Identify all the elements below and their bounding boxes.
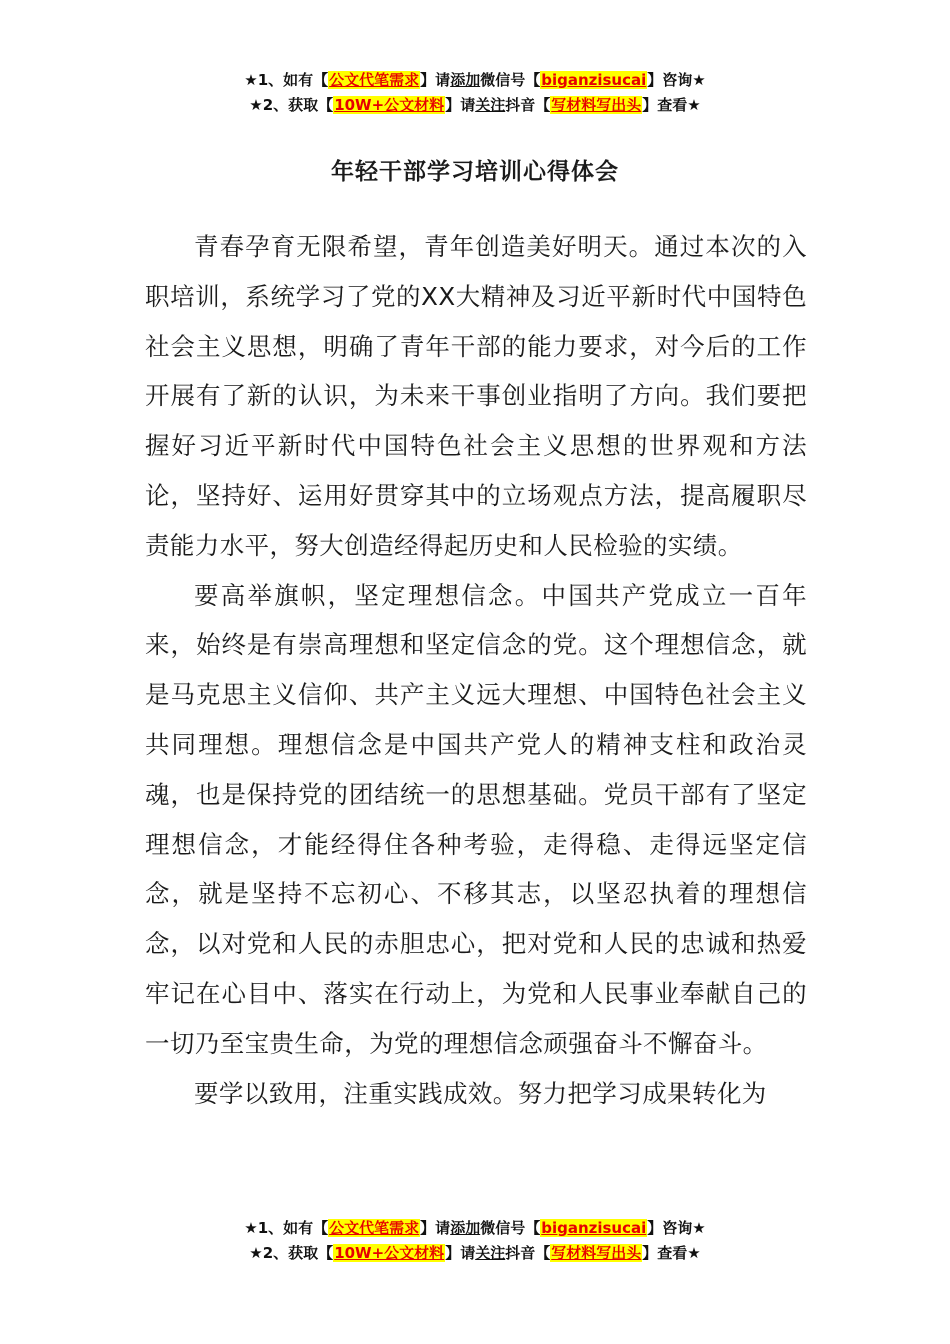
banner-text: 微信号【	[480, 71, 541, 89]
paragraph: 要高举旗帜，坚定理想信念。中国共产党成立一百年来，始终是有崇高理想和坚定信念的党。这个理想信念，就是马克思主义信仰、共产主义远大理想、中国特色社会主义共同理想。理想信念是中国共产党人的精神支柱和政治灵魂，也是保持党的团结统一的思想基础。党员干部有了坚定理想信念，才能经得住各种考验，走得稳、走得远坚定信念，就是坚持不忘初心、不移其志，以坚忍执着的理想信念，以对党和人民的赤胆忠心，把对党和人民的忠诚和热爱牢记在心目中、落实在行动上，为党和人民事业奉献自己的一切乃至宝贵生命，为党的理想信念顽强奋斗不懈奋斗。	[145, 580, 807, 1058]
banner-text: 】请	[420, 71, 451, 89]
highlight-douyin-id: 写材料写出头	[551, 1244, 642, 1262]
banner-underlined-text: 添加	[450, 71, 481, 89]
banner-text: ★2、获取【	[249, 1244, 334, 1262]
banner-text: ★1、如有【	[244, 1219, 329, 1237]
banner-text: 抖音【	[505, 96, 551, 114]
highlight-wechat-id: biganzisucai	[541, 71, 647, 89]
highlight-materials: 10W+公文材料	[334, 96, 445, 114]
banner-underlined-text: 添加	[450, 1219, 481, 1237]
banner-text: 】查看★	[642, 1244, 701, 1262]
banner-text: 抖音【	[505, 1244, 551, 1262]
banner-text: 】请	[445, 96, 476, 114]
banner-text: 】咨询★	[647, 1219, 706, 1237]
paragraph: 青春孕育无限希望，青年创造美好明天。通过本次的入职培训，系统学习了党的XX大精神及习近平新时代中国特色社会主义思想，明确了青年干部的能力要求，对今后的工作开展有了新的认识，为未来干事创业指明了方向。我们要把握好习近平新时代中国特色社会主义思想的世界观和方法论，坚持好、运用好贯穿其中的立场观点方法，提高履职尽责能力水平，努大创造经得起历史和人民检验的实绩。	[145, 232, 807, 560]
banner-underlined-text: 关注	[475, 1244, 506, 1262]
banner-line-1	[0, 68, 950, 93]
banner-underlined-text: 关注	[475, 96, 506, 114]
document-title: 年轻干部学习培训心得体会	[331, 159, 619, 185]
banner-text: 】请	[445, 1244, 476, 1262]
highlight-service: 公文代笔需求	[329, 71, 420, 89]
banner-text: 】查看★	[642, 96, 701, 114]
document-body	[145, 222, 807, 1118]
header-banner	[0, 68, 950, 118]
banner-text: ★2、获取【	[249, 96, 334, 114]
banner-text: 】咨询★	[647, 71, 706, 89]
paragraph: 要学以致用，注重实践成效。努力把学习成果转化为	[194, 1078, 767, 1108]
highlight-materials: 10W+公文材料	[334, 1244, 445, 1262]
banner-text: 】请	[420, 1219, 451, 1237]
banner-line-2	[0, 1241, 950, 1266]
banner-text: 微信号【	[480, 1219, 541, 1237]
banner-line-1	[0, 1216, 950, 1241]
banner-text: ★1、如有【	[244, 71, 329, 89]
highlight-douyin-id: 写材料写出头	[551, 96, 642, 114]
highlight-wechat-id: biganzisucai	[541, 1219, 647, 1237]
banner-line-2	[0, 93, 950, 118]
footer-banner	[0, 1216, 950, 1266]
highlight-service: 公文代笔需求	[329, 1219, 420, 1237]
